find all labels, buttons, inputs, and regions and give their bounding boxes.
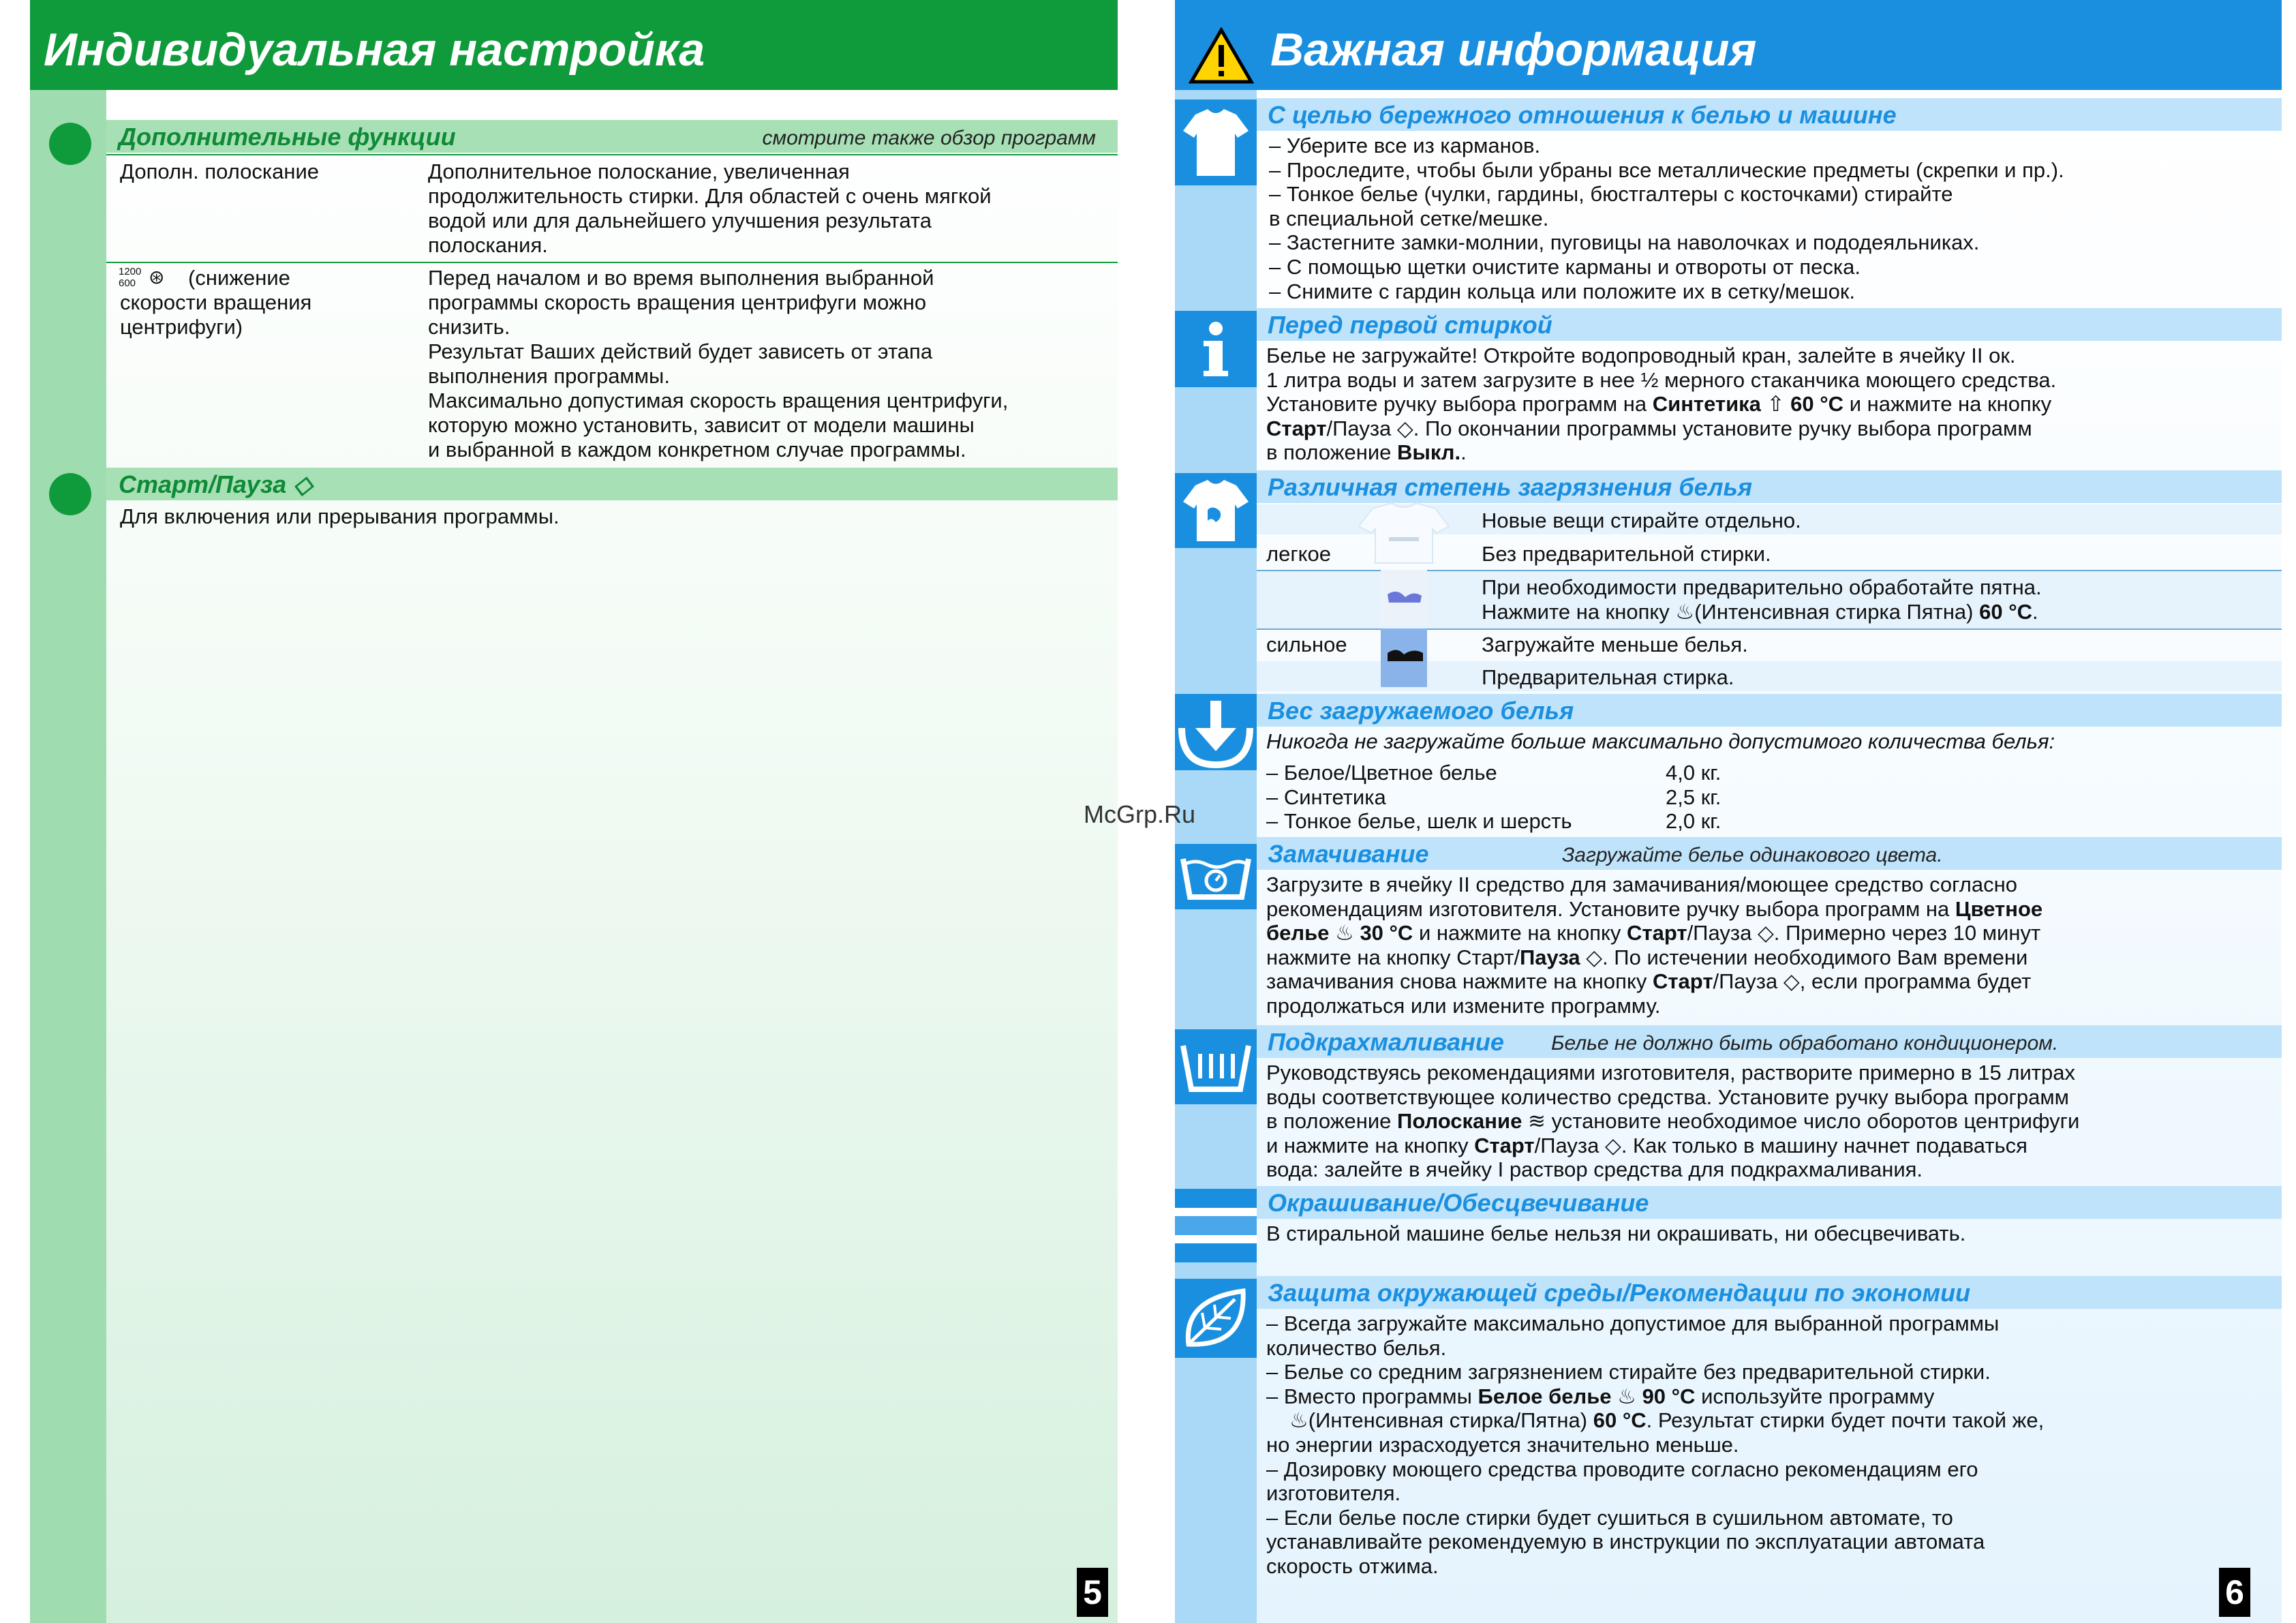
soiling-scale-icon xyxy=(1356,502,1452,690)
care-list: – Уберите все из карманов. – Проследите, чтобы были убраны все металлические предметы (скрепки и пр.). – Тонкое белье (чулки, гардины, бюстгалтеры с косточками) стирайте в специальной сетке/мешке. – Застегните замки-молнии, пуговицы на наволочках и пододеяльниках. – С помощью щетки очистите карманы и отвороты от песка. – Снимите с гардин кольца или положите их в сетку/мешок. xyxy=(1269,134,2064,303)
info-icon xyxy=(1175,311,1257,387)
spin-speed-icon: 1200 600 xyxy=(119,266,142,289)
stained-shirt-icon xyxy=(1175,473,1257,548)
tshirt-icon xyxy=(1175,100,1257,185)
left-page-title: Индивидуальная настройка xyxy=(44,24,705,76)
section-title: Вес загружаемого белья xyxy=(1268,697,1574,725)
section-bar-start-pause xyxy=(106,468,1118,500)
watermark: McGrp.Ru xyxy=(1084,800,1196,828)
color-wash-icon: ♨ xyxy=(1335,921,1354,945)
section-title: Защита окружающей среды/Рекомендации по экономии xyxy=(1268,1279,1971,1307)
page-number: 6 xyxy=(2219,1568,2250,1617)
section-bar-dye xyxy=(1257,1186,2282,1219)
section-bar-starch xyxy=(1257,1025,2282,1058)
start-pause-icon: ◇ xyxy=(1586,945,1603,969)
section-title: Различная степень загрязнения белья xyxy=(1268,473,1753,501)
dye-text: В стиральной машине белье нельзя ни окрашивать, ни обесцвечивать. xyxy=(1266,1222,1966,1245)
right-page-header xyxy=(1175,0,2282,90)
start-pause-icon: ◇ xyxy=(1757,921,1774,945)
warning-icon xyxy=(1189,27,1254,85)
section-bar-care xyxy=(1257,98,2282,131)
list-item: – Белое/Цветное белье 4,0 кг. xyxy=(1266,761,1721,785)
start-pause-icon: ◇ xyxy=(1783,969,1800,994)
left-sidebar xyxy=(30,90,106,1623)
start-pause-icon: ◇ xyxy=(1604,1133,1621,1157)
section-bar-soiling xyxy=(1257,470,2282,503)
section-bar-load xyxy=(1257,694,2282,727)
section-title: Окрашивание/Обесцвечивание xyxy=(1268,1189,1649,1217)
divider xyxy=(106,262,1118,263)
section-title: Подкрахмаливание xyxy=(1268,1028,1504,1056)
row-text-spin-reduction: Перед началом и во время выполнения выбранной программы скорость вращения центрифуги можно снизить. Результат Ваших действий будет зависеть от этапа выполнения программы. Максимально допустимая скорость вращения центрифуги, которую можно установить, зависит от модели машины и выбранной в каждом конкретном случае программы. xyxy=(428,266,1009,461)
synthetics-icon: ⇧ xyxy=(1766,392,1785,416)
section-bullet-icon xyxy=(49,123,91,165)
section-bar-first-wash xyxy=(1257,308,2282,341)
section-title: С целью бережного отношения к белью и машине xyxy=(1268,101,1897,129)
section-bullet-icon xyxy=(49,473,91,515)
section-bar-extra-functions xyxy=(106,120,1118,153)
spin-reduce-icon: ⊛ xyxy=(149,267,165,288)
section-title: Старт/Пауза ◇ xyxy=(119,470,313,498)
soil-level-light: легкое xyxy=(1266,542,1332,566)
right-page-title: Важная информация xyxy=(1270,24,1757,76)
soak-basin-icon xyxy=(1175,844,1257,909)
row-label-extra-rinse: Дополн. полоскание xyxy=(120,160,320,183)
intensive-stain-icon: ♨ xyxy=(1289,1408,1308,1433)
row-label-spin-reduction: (снижение скорости вращения центрифуги) xyxy=(120,266,312,339)
list-item: – Синтетика 2,5 кг. xyxy=(1266,785,1721,809)
section-title: Перед первой стиркой xyxy=(1268,311,1552,339)
list-item: – Тонкое белье, шелк и шерсть 2,0 кг. xyxy=(1266,809,1721,834)
section-bar-soak xyxy=(1257,837,2282,870)
eco-list: – Всегда загружайте максимально допустимое для выбранной программы количество белья. – Белье со средним загрязнением стирайте без предварительной стирки. – Вместо программы Белое белье ♨ 90 °C используйте программу ♨(Интенсивная стирка/Пятна) 60 °C. Результат стирки будет почти такой же, но энергии израсходуется значительно меньше. – Дозировку моющего средства проводите согласно рекомендациям его изготовителя. – Если белье после стирки будет сушиться в сушильном автомате, то устанавливайте рекомендуемую в инструкции по эксплуатации автомата скорость отжима. xyxy=(1266,1311,2045,1578)
page-number: 5 xyxy=(1077,1568,1108,1617)
section-note: Белье не должно быть обработано кондиционером. xyxy=(1551,1032,2059,1055)
white-wash-icon: ♨ xyxy=(1617,1384,1636,1408)
section-note: смотрите также обзор программ xyxy=(762,127,1096,149)
intensive-stain-icon: ♨ xyxy=(1675,600,1695,624)
starch-text: Руководствуясь рекомендациями изготовителя, растворите примерно в 15 литрах воды соответствующее количество средства. Установите ручку выбора программ в положение Полоскание ≋ установите необходимое число оборотов центрифуги и нажмите на кнопку Старт/Пауза ◇. Как только в машину начнет подаваться вода: залейте в ячейку I раствор средства для подкрахмаливания. xyxy=(1266,1061,2080,1182)
section-title: Дополнительные функции xyxy=(119,123,456,151)
load-arrow-icon xyxy=(1175,694,1257,770)
starch-basin-icon xyxy=(1175,1029,1257,1104)
soak-text: Загрузите в ячейку II средство для замачивания/моющее средство согласно рекомендациям изготовителя. Установите ручку выбора программ на Цветное белье ♨ 30 °C и нажмите на кнопку Старт/Пауза ◇. Примерно через 10 минут нажмите на кнопку Старт/Пауза ◇. По истечении необходимого Вам времени замачивания снова нажмите на кнопку Старт/Пауза ◇, если программа будет продолжаться или измените программу. xyxy=(1266,873,2043,1018)
first-wash-text: Белье не загружайте! Откройте водопроводный кран, залейте в ячейку II ок. 1 литра воды и затем загрузите в нее ½ мерного стаканчика моющего средства. Установите ручку выбора программ на Синтетика ⇧ 60 °C и нажмите на кнопку Старт/Пауза ◇. По окончании программы установите ручку выбора программ в положение Выкл.. xyxy=(1266,344,2057,465)
start-pause-icon: ◇ xyxy=(1396,416,1413,440)
section-note: Загружайте белье одинакового цвета. xyxy=(1562,844,1943,866)
dye-stripes-icon xyxy=(1175,1189,1257,1262)
soil-level-heavy: сильное xyxy=(1266,633,1347,656)
load-list xyxy=(1266,761,1721,834)
leaf-icon xyxy=(1175,1279,1257,1358)
section-title: Замачивание xyxy=(1268,840,1429,868)
left-page-header xyxy=(30,0,1118,90)
row-text-extra-rinse: Дополнительное полоскание, увеличенная продолжительность стирки. Для областей с очень мягкой водой или для дальнейшего улучшения результата полоскания. xyxy=(428,160,992,257)
divider xyxy=(106,154,1118,155)
start-pause-text: Для включения или прерывания программы. xyxy=(120,504,560,528)
rinse-icon: ≋ xyxy=(1527,1109,1546,1134)
section-bar-eco xyxy=(1257,1276,2282,1309)
